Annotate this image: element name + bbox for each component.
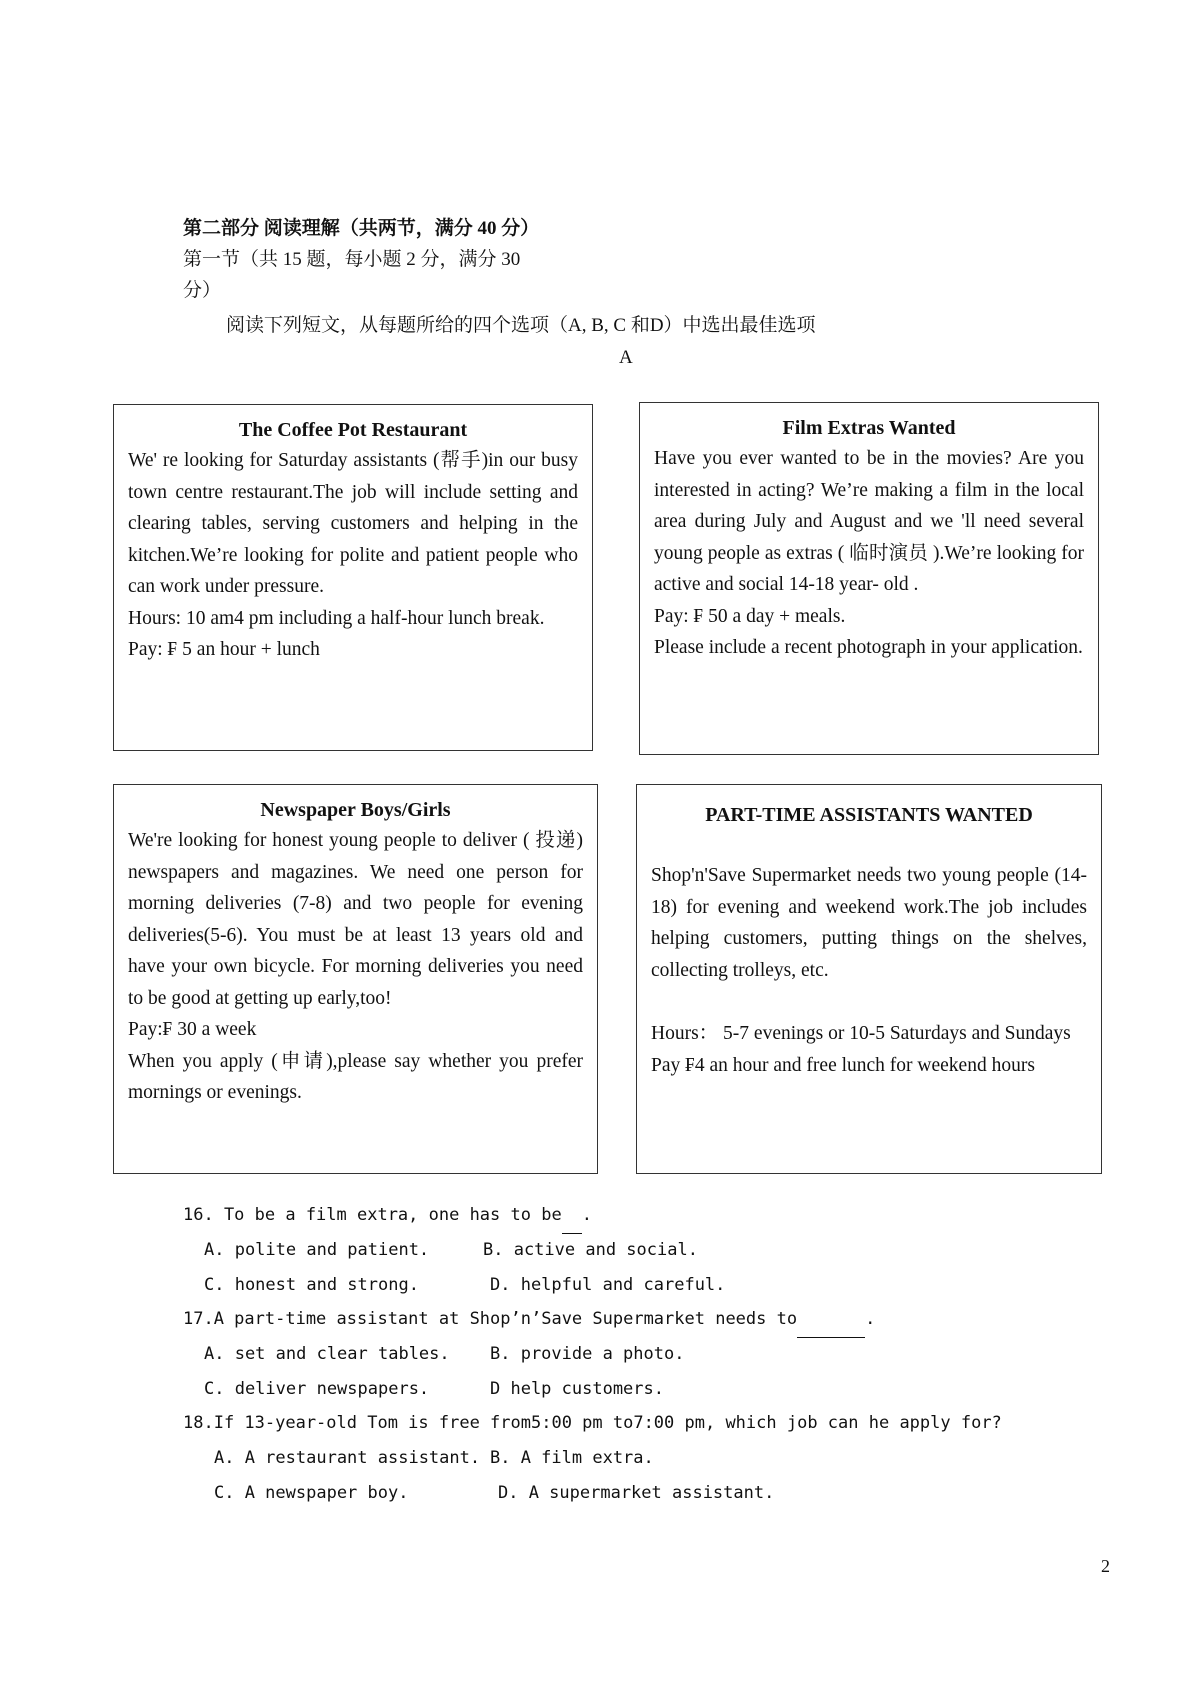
ad-hours: Hours： 5-7 evenings or 10-5 Saturdays and Sundays — [651, 1023, 1071, 1044]
ad-title: Film Extras Wanted — [782, 417, 956, 439]
ad-title: PART-TIME ASSISTANTS WANTED — [705, 804, 1033, 826]
ad-title: Newspaper Boys/Girls — [260, 799, 451, 821]
ad-pay: Pay: ₣ 5 an hour + lunch — [128, 639, 320, 660]
option-16d: D. helpful and careful. — [490, 1275, 726, 1295]
ad-paragraph: When you apply (申请),please say whether you prefer mornings or evenings. — [128, 1050, 583, 1103]
option-18c: C. A newspaper boy. — [214, 1483, 409, 1503]
question-stem: 17.A part-time assistant at Shop’n’Save Supermarket needs to — [183, 1309, 798, 1329]
section-title-line1: 第一节（共 15 题，每小题 2 分，满分 30 — [183, 249, 521, 270]
instruction: 阅读下列短文，从每题所给的四个选项（A, B, C 和D）中选出最佳选项 — [226, 315, 816, 336]
option-17d: D help customers. — [490, 1379, 664, 1399]
answer-blank — [797, 1302, 865, 1338]
ad-paragraph: Have you ever wanted to be in the movies? Are you interested in acting? We’re making a film in the local area during July and August and we 'll need several young people as extras ( 临时演员 ).We’re looking for active and social 14-18 year- old . — [654, 448, 1084, 595]
ad-film-extras — [639, 402, 1099, 755]
ad-pay: Pay ₣4 an hour and free lunch for weekend hours — [651, 1054, 1035, 1076]
passage-label: A — [619, 347, 633, 368]
section-title-line2: 分） — [183, 280, 222, 301]
ad-pay: Pay: ₣ 50 a day + meals. — [654, 605, 846, 627]
ad-coffee-pot-restaurant — [113, 404, 593, 751]
question-18: 18.If 13-year-old Tom is free from5:00 pm to7:00 pm, which job can he apply for? — [183, 1413, 1002, 1433]
ad-title: The Coffee Pot Restaurant — [238, 419, 468, 441]
ad-paragraph: Please include a recent photograph in your application. — [654, 637, 1083, 658]
question-16 — [183, 1198, 592, 1234]
option-16a: A. polite and patient. — [204, 1240, 430, 1260]
option-16c: C. honest and strong. — [204, 1275, 419, 1295]
ad-paragraph: We' re looking for Saturday assistants (帮手)in our busy town centre restaurant.The job will include setting and clearing tables, serving customers and helping in the kitchen.We’re looking for polite and patient people who can work under pressure. — [128, 450, 578, 597]
ad-part-time-assistants — [636, 784, 1102, 1174]
page-number: 2 — [1101, 1556, 1110, 1576]
option-18d: D. A supermarket assistant. — [498, 1483, 775, 1503]
answer-blank — [562, 1198, 582, 1234]
option-16b: B. active and social. — [483, 1240, 698, 1260]
ad-newspaper-boys-girls — [113, 784, 598, 1174]
ad-paragraph: Shop'n'Save Supermarket needs two young people (14-18) for evening and weekend work.The job includes helping customers, putting things on the shelves, collecting trolleys, etc. — [651, 865, 1087, 981]
option-18b: B. A film extra. — [490, 1448, 654, 1468]
option-17b: B. provide a photo. — [490, 1344, 685, 1364]
ad-pay: Pay:₣ 30 a week — [128, 1019, 257, 1040]
ad-paragraph: We're looking for honest young people to deliver ( 投递) newspapers and magazines. We need one person for morning deliveries (7-8) and two people for evening deliveries(5-6). You must be at least 13 years old and have your own bicycle. For morning deliveries you need to be good at getting up early,too! — [128, 830, 583, 1009]
question-stem: 16. To be a film extra, one has to be — [183, 1205, 562, 1225]
option-18a: A. A restaurant assistant. — [214, 1448, 481, 1468]
question-17 — [183, 1302, 875, 1338]
ad-hours: Hours: 10 am4 pm including a half-hour lunch break. — [128, 607, 545, 629]
question-end: . — [581, 1205, 592, 1225]
part-title: 第二部分 阅读理解（共两节，满分 40 分） — [183, 218, 540, 239]
option-17c: C. deliver newspapers. — [204, 1379, 430, 1399]
question-end: . — [865, 1309, 876, 1329]
option-17a: A. set and clear tables. — [204, 1344, 450, 1364]
